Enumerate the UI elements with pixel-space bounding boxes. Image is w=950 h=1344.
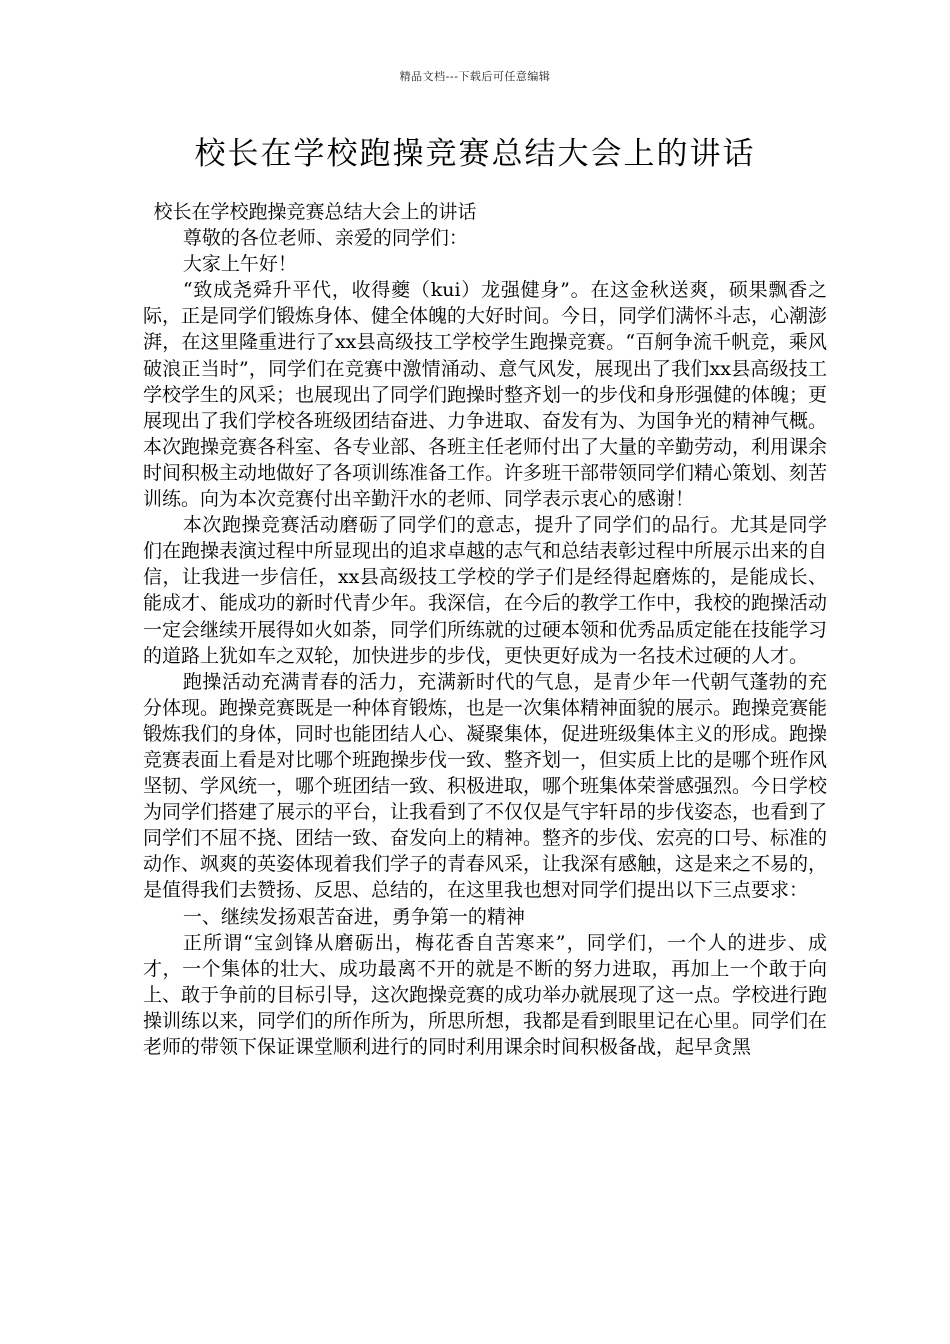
greeting: 大家上午好！ (182, 253, 297, 276)
document-title: 校长在学校跑操竞赛总结大会上的讲话 (194, 136, 756, 172)
document-subtitle: 校长在学校跑操竞赛总结大会上的讲话 (153, 201, 477, 223)
section-heading: 一、继续发扬艰苦奋进，勇争第一的精神 (182, 905, 525, 928)
salutation: 尊敬的各位老师、亲爱的同学们： (182, 227, 468, 250)
body-paragraph-2: 本次跑操竞赛活动磨砺了同学们的意志，提升了同学们的品行。尤其是同学们在跑操表演过程中所显现出的追求卓越的志气和总结表彰过程中所展示出来的自信，让我进一步信任，xx县高级技工学校的学子们是经得起磨炼的，是能成长、能成才、能成功的新时代青少年。我深信，在今后的教学工作中，我校的跑操活动一定会继续开展得如火如荼，同学们所练就的过硬本领和优秀品质定能在技能学习的道路上犹如车之双轮，加快进步的步伐，更快更好成为一名技术过硬的人才。 (143, 514, 828, 667)
body-paragraph-1: “致成尧舜升平代，收得夔（kui）龙强健身”。在这金秋送爽，硕果飘香之际，正是同学们锻炼身体、健全体魄的大好时间。今日，同学们满怀斗志，心潮澎湃，在这里隆重进行了xx县高级技工学校学生跑操竞赛。“百舸争流千帆竞，乘风破浪正当时”，同学们在竞赛中激情涌动、意气风发，展现出了我们xx县高级技工学校学生的风采；也展现出了同学们跑操时整齐划一的步伐和身形强健的体魄；更展现出了我们学校各班级团结奋进、力争进取、奋发有为、为国争光的精神气概。本次跑操竞赛各科室、各专业部、各班主任老师付出了大量的辛勤劳动，利用课余时间积极主动地做好了各项训练准备工作。许多班干部带领同学们精心策划、刻苦训练。向为本次竞赛付出辛勤汗水的老师、同学表示衷心的感谢！ (143, 279, 828, 511)
document-body (143, 199, 827, 1060)
header-note: 精品文档---下载后可任意编辑 (399, 70, 551, 83)
section-paragraph: 正所谓“宝剑锋从磨砺出，梅花香自苦寒来”，同学们，一个人的进步、成才，一个集体的壮大、成功最离不开的就是不断的努力进取，再加上一个敢于向上、敢于争前的目标引导，这次跑操竞赛的成功举办就展现了这一点。学校进行跑操训练以来，同学们的所作所为，所思所想，我都是看到眼里记在心里。同学们在老师的带领下保证课堂顺利进行的同时利用课余时间积极备战，起早贪黑 (143, 931, 828, 1058)
body-paragraph-3: 跑操活动充满青春的活力，充满新时代的气息，是青少年一代朝气蓬勃的充分体现。跑操竞赛既是一种体育锻炼，也是一次集体精神面貌的展示。跑操竞赛能锻炼我们的身体，同时也能团结人心、凝聚集体，促进班级集体主义的形成。跑操竞赛表面上看是对比哪个班跑操步伐一致、整齐划一，但实质上比的是哪个班作风坚韧、学风统一，哪个班团结一致、积极进取，哪个班集体荣誉感强烈。今日学校为同学们搭建了展示的平台，让我看到了不仅仅是气宇轩昂的步伐姿态，也看到了同学们不屈不挠、团结一致、奋发向上的精神。整齐的步伐、宏亮的口号、标准的动作、飒爽的英姿体现着我们学子的青春风采，让我深有感触，这是来之不易的，是值得我们去赞扬、反思、总结的，在这里我也想对同学们提出以下三点要求： (143, 670, 828, 902)
